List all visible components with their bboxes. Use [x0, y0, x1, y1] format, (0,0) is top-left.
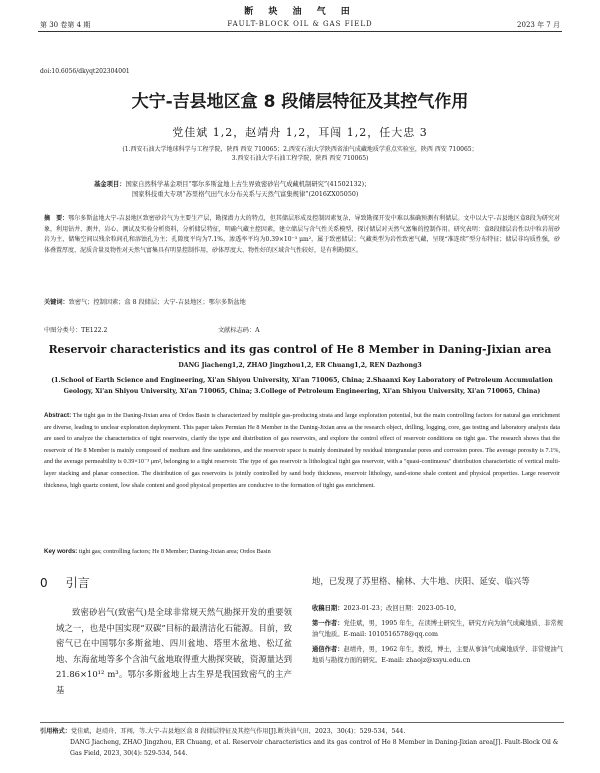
funding [94, 180, 534, 200]
article-notes [312, 603, 564, 670]
abstract-en-text: The tight gas in the Daning-Jixian area of Ordos Basin is characterized by multiple gas-producing strata and large exploration potential, but the main controlling factors for natural gas enrichment are diverse, leading to unclear exploration deployment. This paper takes Permian He 8 Member in the Daning-Jixian area as the research object, drilling, logging, core, gas testing and laboratory analysis data are used to analyze the characteristics of tight reservoirs, clarify the type and distribution of gas reservoirs, and explore the control effect of reservoir conditions on tight gas. The research shows that the reservoir of He 8 Member is mainly composed of medium and fine sandstones, and the reservoir space is mainly dominated by residual intergranular pores and corrosion pores. The average porosity is 7.1%, and the average permeability is 0.39×10⁻³ μm², belonging to a tight reservoir. The type of gas reservoir is lithological tight gas reservoir, with a "quasi-continuous" distribution characteristic of vertical multi-layer stacking and planar connection. The distribution of gas reservoirs is jointly controlled by sand body thickness, reservoir lithology, sand-stone shale content and physical properties. Large reservoir thickness, high quartz content, low shale content and good physical properties are conducive to the formation of tight gas enrichment. [44, 412, 560, 489]
citation-en: DANG Jiacheng, ZHAO Jingzhou, ER Chuang, et al. Reservoir characteristics and its gas control of He 8 Member in Daning-Jixian area[J]. Fault-Block Oil & Gas Field, 2023, 30(4): 529-534, 544. [70, 739, 559, 757]
authors-cn: 党佳斌 1,2，赵靖舟 1,2，耳闯 1,2，任大忠 3 [172, 126, 428, 139]
title-en: Reservoir characteristics and its gas control of He 8 Member in Daning-Jixian area [48, 343, 552, 356]
footer-divider [40, 722, 564, 723]
affiliation-line: (1.西安石油大学地球科学与工程学院，陕西 西安 710065；2.西安石油大学陕西省油气成藏地质学重点实验室，陕西 西安 710065； [122, 146, 478, 153]
citation-cn: 党佳斌，赵靖舟，耳闯，等.大宁-吉县地区盒 8 段储层特征及其控气作用[J].断块油气田，2023，30(4)：529-534，544. [70, 728, 406, 735]
keywords-cn-label: 关键词： [44, 299, 69, 306]
corresponding-author-note [312, 644, 564, 666]
affiliation-line: 3.西安石油大学石油工程学院，陕西 西安 710065) [231, 155, 369, 162]
document-code: 文献标志码：A [218, 327, 260, 334]
intro-paragraph-continued: 地，已发现了苏里格、榆林、大牛地、庆阳、延安、临兴等 [312, 576, 530, 586]
keywords-en [44, 548, 560, 555]
abstract-en [44, 410, 560, 491]
issue-date: 2023 年 7 月 [517, 21, 560, 29]
clc-number: 中图分类号：TE122.2 [44, 327, 108, 334]
section-title: 引言 [65, 576, 90, 590]
received-label: 收稿日期： [312, 605, 344, 612]
title-cn: 大宁-吉县地区盒 8 段储层特征及其控气作用 [131, 92, 469, 112]
funding-label: 基金项目： [94, 181, 126, 188]
volume-issue: 第 30 卷第 4 期 [40, 21, 91, 29]
doi: doi:10.6056/dkyqt202304001 [40, 68, 130, 75]
keywords-en-label: Key words: [44, 548, 78, 555]
header-divider [38, 31, 562, 32]
journal-name-en: FAULT-BLOCK OIL & GAS FIELD [227, 20, 373, 28]
corresponding-text: 赵靖舟，男，1962 年生，教授，博士，主要从事油气成藏地质学、非常规油气地质与勘探方面的研究。E-mail: zhaojz@xsyu.edu.cn [312, 646, 564, 664]
authors-en: DANG Jiacheng1,2, ZHAO Jingzhou1,2, ER Chuang1,2, REN Dazhong3 [178, 362, 422, 369]
journal-name-cn: 断 块 油 气 田 [244, 7, 356, 17]
corresponding-label: 通信作者： [312, 646, 344, 653]
first-author-note [312, 618, 564, 640]
affiliations-cn [40, 145, 560, 163]
abstract-cn [44, 214, 560, 256]
section-heading [40, 574, 90, 591]
funding-line: 国家自然科学基金项目“鄂尔多斯盆地上古生界致密砂岩气成藏机制研究”(41502132)； [125, 181, 371, 188]
section-number: 0 [40, 576, 48, 590]
intro-paragraph: 致密砂岩气(致密气)是全球非常规天然气勘探开发的重要领域之一，也是中国实现“双碳”目标的最清洁化石能源。目前，致密气已在中国鄂尔多斯盆地、四川盆地、塔里木盆地、松辽盆地、东海盆地等多个含油气盆地取得重大勘探突破，资源量达到 21.86×10¹² m³。鄂尔多斯盆地上古生界是我国致密气的主产基 [56, 607, 292, 695]
affiliations-en: (1.School of Earth Science and Engineering, Xi'an Shiyou University, Xi'an 710065, China; 2.Shaanxi Key Laboratory of Petroleum Accumulation Geology, Xi'an Shiyou University, Xi'an 710065, China; 3.College of Petroleum Engineering, Xi'an Shiyou University, Xi'an 710065, China) [51, 377, 553, 395]
first-author-label: 第一作者： [312, 620, 344, 627]
abstract-cn-label: 摘 要： [44, 215, 69, 222]
first-author-text: 党佳斌，男，1995 年生，在读博士研究生，研究方向为油气成藏地质、非常规油气地质。E-mail: 1010516578@qq.com [312, 620, 564, 638]
keywords-en-text: tight gas; controlling factors; He 8 Member; Daning-Jixian area; Ordos Basin [78, 548, 271, 555]
abstract-en-label: Abstract: [44, 412, 72, 419]
funding-line: 国家科技重大专项“苏里格气田气水分布关系与天然气富集规律”(2016ZX05050) [132, 191, 359, 198]
received-note [312, 603, 564, 614]
abstract-cn-text: 鄂尔多斯盆地大宁-吉县地区致密砂岩气为主要生产层，勘探潜力大的特点，但其储层形成及控制因素复杂，导致勘探开发中难以准确预测有利储层。文中以大宁-吉县地区盒8段为研究对象，利用钻井、测井、岩心、测试及实验分析资料，分析储层特征，明确气藏主控因素，建立储层与含气性关系模型，探讨储层对天然气富集的控制作用。研究表明：盒8段储层岩性以中粒岩屑砂岩为主，储集空间以残余粒间孔和溶蚀孔为主；孔隙度平均为7.1%，渗透率平均为0.39×10⁻³ μm²，属于致密储层；气藏类型为岩性致密气藏，呈现“准连续”型分布特征；储层非均质性强，砂体叠置厚度、泥质含量及物性对天然气富集具有明显控制作用，砂体厚度大、物性好的区域含气性较好，是有利勘探区。 [44, 215, 560, 254]
received-text: 2023-01-23；改回日期：2023-05-10。 [343, 605, 461, 612]
keywords-cn [44, 297, 560, 306]
citation-label: 引用格式： [40, 728, 71, 735]
citation-format [40, 726, 562, 759]
keywords-cn-text: 致密气；控制因素；盒 8 段储层；大宁-吉县地区；鄂尔多斯盆地 [68, 299, 246, 306]
